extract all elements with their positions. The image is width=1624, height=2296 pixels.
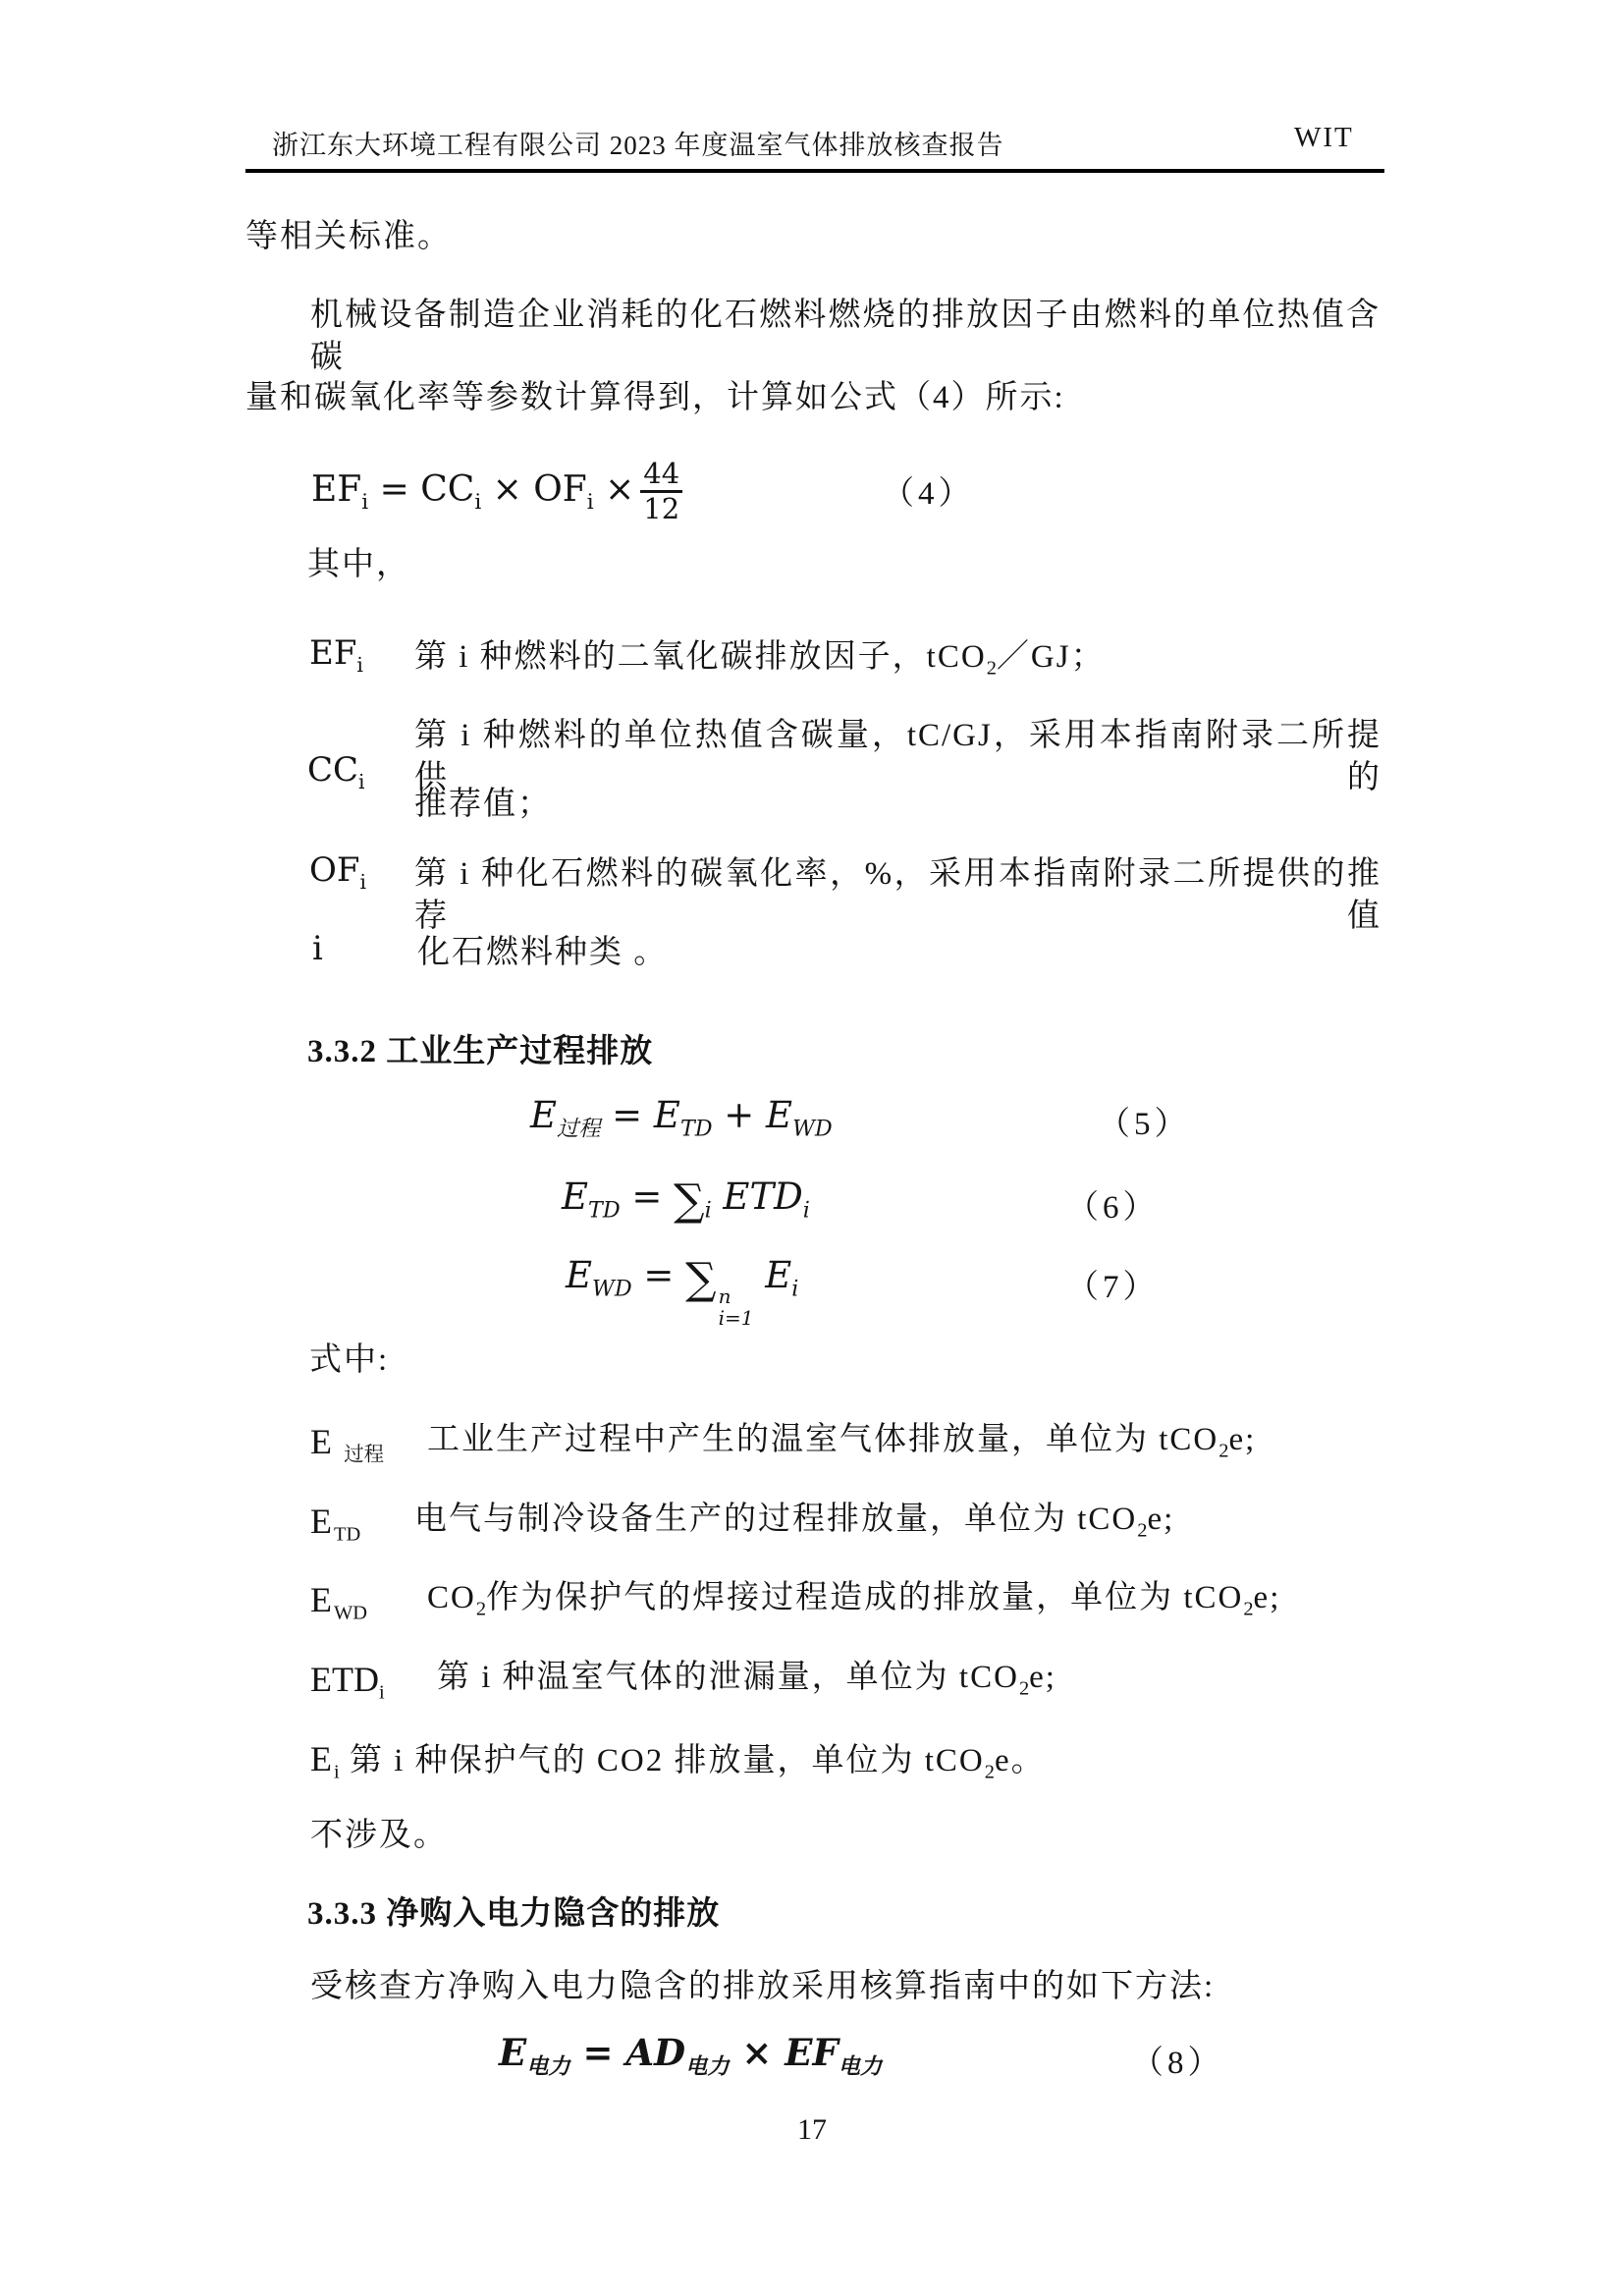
term-i-definition: 化石燃料种类 。 xyxy=(417,935,669,970)
formula-7-e: E xyxy=(566,1254,593,1296)
formula-4-ef-sub: i xyxy=(361,490,369,516)
def-etd-post: e; xyxy=(1147,1502,1175,1537)
formula-4-of-sub: i xyxy=(586,490,594,516)
def-ewd-co-sub: 2 xyxy=(475,1598,487,1620)
formula-6-etd-sub: i xyxy=(802,1197,810,1224)
header-right-mark: WIT xyxy=(1294,122,1354,153)
def-etdi-post: e; xyxy=(1029,1660,1056,1695)
def-e-process-base: E xyxy=(310,1422,334,1461)
formula-7-ei: E xyxy=(753,1254,792,1296)
formula-5-e-sub: 过程 xyxy=(557,1116,601,1142)
formula-4-cc-sub: i xyxy=(474,490,482,516)
formula-4-label: （4） xyxy=(882,476,975,512)
term-cc-definition-line2: 推荐值； xyxy=(414,787,552,822)
formula-5-ewd: + E xyxy=(712,1094,793,1136)
formula-8-ef: × EF xyxy=(729,2031,839,2074)
section-heading-332: 3.3.2 工业生产过程排放 xyxy=(307,1034,654,1069)
formula-8-e-sub: 电力 xyxy=(526,2053,570,2080)
fraction-44-12 xyxy=(640,458,682,526)
formula-6-e-sub: TD xyxy=(588,1197,621,1224)
def-etd-sub: TD xyxy=(334,1523,361,1546)
term-of-definition: 第 i 种化石燃料的碳氧化率，%，采用本指南附录二所提供的推荐值 xyxy=(414,856,1381,934)
def-ei-sub: i xyxy=(334,1761,340,1783)
formula-8-ef-sub: 电力 xyxy=(838,2053,883,2080)
formula-4-cc: = CC xyxy=(368,468,475,510)
formula-5-etd-sub: TD xyxy=(679,1116,713,1142)
formula-4-times: × xyxy=(593,468,635,510)
def-ei-line xyxy=(310,1736,1046,1785)
page-number: 17 xyxy=(797,2113,827,2146)
formula-5-label: （5） xyxy=(1098,1107,1191,1142)
formula-7-eq: = xyxy=(631,1254,686,1296)
paragraph-fuel-line1: 机械设备制造企业消耗的化石燃料燃烧的排放因子由燃料的单位热值含碳 xyxy=(310,298,1380,375)
fraction-numerator: 44 xyxy=(640,458,682,493)
term-of-label xyxy=(309,850,366,894)
def-e-process-pre: 工业生产过程中产生的温室气体排放量，单位为 tCO xyxy=(427,1422,1219,1457)
def-e-process-text xyxy=(427,1419,1256,1464)
paragraph-fuel-line2: 量和碳氧化率等参数计算得到，计算如公式（4）所示: xyxy=(245,380,1065,415)
def-etdi-label xyxy=(310,1657,385,1706)
def-ei-post: e。 xyxy=(994,1743,1046,1778)
term-of-sub: i xyxy=(359,869,366,894)
paragraph-electricity-method: 受核查方净购入电力隐含的排放采用核算指南中的如下方法: xyxy=(310,1969,1216,2004)
sigma-upper-limit: n xyxy=(718,1285,731,1308)
def-ei-unit-sub: 2 xyxy=(984,1761,995,1783)
formula-4-of: × OF xyxy=(481,468,587,510)
formula-7-label: （7） xyxy=(1066,1270,1160,1305)
formula-6-etd: ETD xyxy=(711,1175,803,1218)
term-ef-def-unit: ／GJ； xyxy=(996,639,1106,675)
def-ewd-post: e; xyxy=(1253,1580,1281,1615)
formula-8-ad-sub: 电力 xyxy=(685,2053,730,2080)
paragraph-qizhong: 其中， xyxy=(307,547,410,582)
formula-6 xyxy=(562,1175,810,1226)
def-etdi-pre: 第 i 种温室气体的泄漏量，单位为 tCO xyxy=(437,1660,1019,1695)
def-e-process-sub: 过程 xyxy=(344,1444,385,1466)
paragraph-shizhong: 式中: xyxy=(309,1342,390,1378)
term-cc-sub: i xyxy=(358,769,365,793)
formula-6-e: E xyxy=(562,1175,589,1218)
def-e-process-post: e; xyxy=(1228,1422,1257,1457)
term-ef-label xyxy=(309,633,363,677)
formula-6-sum-sub: i xyxy=(704,1197,712,1224)
formula-8-e: E xyxy=(499,2031,527,2074)
sigma-icon: ∑ xyxy=(674,1175,705,1226)
formula-6-label: （6） xyxy=(1066,1190,1160,1226)
section-heading-333: 3.3.3 净购入电力隐含的排放 xyxy=(307,1896,721,1932)
formula-6-eq: = xyxy=(620,1175,675,1218)
def-ewd-unit-sub: 2 xyxy=(1243,1598,1254,1620)
term-cc-label xyxy=(307,750,365,793)
formula-5-etd: = E xyxy=(600,1094,680,1136)
def-ewd-co: CO xyxy=(427,1580,476,1615)
paragraph-continuation: 等相关标准。 xyxy=(245,219,452,254)
formula-5-e: E xyxy=(530,1094,558,1136)
term-ef-definition xyxy=(414,636,1106,682)
term-of-base: OF xyxy=(309,850,360,890)
def-ewd-sub: WD xyxy=(334,1602,368,1624)
term-ef-def-text: 第 i 种燃料的二氧化碳排放因子，tCO xyxy=(414,639,987,675)
fraction-denominator: 12 xyxy=(643,492,680,526)
formula-7 xyxy=(566,1254,798,1329)
formula-7-ei-sub: i xyxy=(791,1276,799,1302)
sigma-limits xyxy=(719,1285,754,1329)
def-etd-label xyxy=(310,1499,360,1548)
term-ef-sub: i xyxy=(356,652,363,677)
formula-4-ef: EF xyxy=(311,468,362,510)
def-e-process-label xyxy=(310,1419,384,1468)
formula-5-ewd-sub: WD xyxy=(792,1116,833,1142)
formula-5 xyxy=(530,1094,833,1142)
def-etdi-text xyxy=(437,1657,1056,1702)
def-etd-text xyxy=(414,1499,1174,1544)
formula-8-label: （8） xyxy=(1131,2046,1224,2081)
def-ewd-text xyxy=(427,1577,1280,1622)
def-etd-base: E xyxy=(310,1502,334,1541)
def-etd-unit-sub: 2 xyxy=(1137,1519,1148,1542)
term-cc-base: CC xyxy=(307,750,359,790)
def-ei-mid: 第 i 种保护气的 CO2 排放量，单位为 tCO xyxy=(339,1743,985,1778)
def-etd-pre: 电气与制冷设备生产的过程排放量，单位为 tCO xyxy=(414,1502,1138,1537)
def-ewd-label xyxy=(310,1577,367,1626)
def-ewd-mid: 作为保护气的焊接过程造成的排放量，单位为 tCO xyxy=(486,1580,1244,1615)
def-ei-base: E xyxy=(310,1739,334,1778)
def-etdi-sub: i xyxy=(378,1681,385,1704)
formula-7-e-sub: WD xyxy=(592,1276,632,1302)
def-e-process-unit-sub: 2 xyxy=(1218,1440,1229,1462)
formula-4 xyxy=(311,458,682,526)
sigma-icon: ∑ xyxy=(685,1254,717,1304)
paragraph-not-applicable: 不涉及。 xyxy=(310,1818,448,1853)
term-ef-def-sub2: 2 xyxy=(986,657,997,680)
def-etdi-unit-sub: 2 xyxy=(1018,1677,1030,1700)
formula-8 xyxy=(499,2031,882,2080)
sigma-lower-limit: i=1 xyxy=(718,1306,754,1330)
def-ewd-base: E xyxy=(310,1580,334,1619)
term-cc-definition-line1: 第 i 种燃料的单位热值含碳量，tC/GJ，采用本指南附录二所提供的 xyxy=(414,718,1381,795)
formula-8-ad: = AD xyxy=(569,2031,686,2074)
header-title: 浙江东大环境工程有限公司 2023 年度温室气体排放核查报告 xyxy=(272,131,1004,160)
term-ef-base: EF xyxy=(309,633,357,673)
header-rule xyxy=(245,169,1384,173)
def-etdi-base: ETD xyxy=(310,1660,379,1699)
term-i-label: i xyxy=(312,929,323,968)
